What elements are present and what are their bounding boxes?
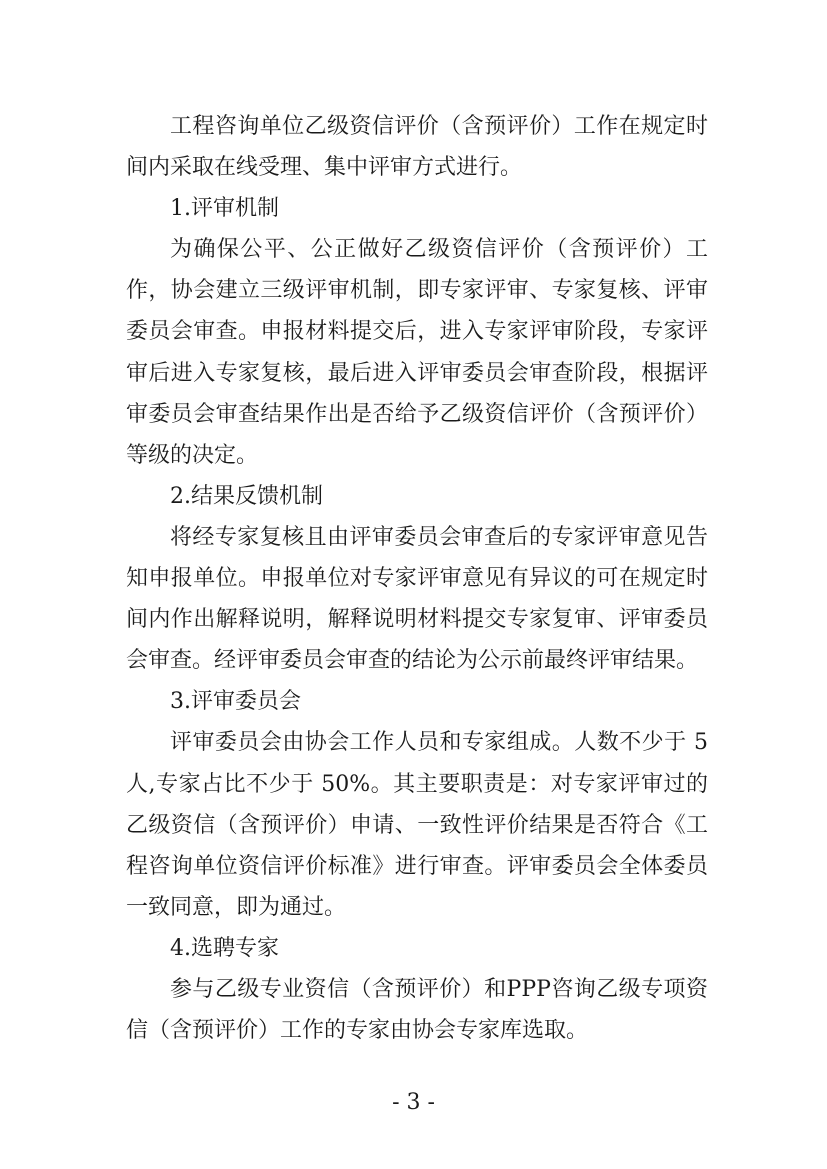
- intro-paragraph: 工程咨询单位乙级资信评价（含预评价）工作在规定时间内采取在线受理、集中评审方式进行。: [126, 114, 708, 181]
- expert-selection-paragraph: 参与乙级专业资信（含预评价）和PPP咨询乙级专项资信（含预评价）工作的专家由协会专家库选取。: [126, 976, 708, 1044]
- review-mechanism-paragraph: 为确保公平、公正做好乙级资信评价（含预评价）工作，协会建立三级评审机制，即专家评审、专家复核、评审委员会审查。申报材料提交后，进入专家评审阶段，专家评审后进入专家复核，最后进入评审委员会审查阶段，根据评审委员会审查结果作出是否给予乙级资信评价（含预评价）等级的决定。: [126, 237, 708, 468]
- page-number: - 3 -: [392, 1090, 435, 1115]
- review-committee-paragraph: 评审委员会由协会工作人员和专家组成。人数不少于 5人,专家占比不少于 50%。其主要职责是：对专家评审过的乙级资信（含预评价）申请、一致性评价结果是否符合《工程咨询单位资信评价标准》进行审查。评审委员会全体委员一致同意，即为通过。: [126, 730, 708, 920]
- document-body: [126, 106, 708, 1051]
- section-heading-expert-selection: 4.选聘专家: [170, 935, 279, 961]
- section-heading-review-committee: 3.评审委员会: [170, 689, 301, 715]
- section-heading-feedback-mechanism: 2.结果反馈机制: [170, 483, 323, 509]
- section-heading-review-mechanism: 1.评审机制: [170, 196, 279, 222]
- feedback-mechanism-paragraph: 将经专家复核且由评审委员会审查后的专家评审意见告知申报单位。申报单位对专家评审意见有异议的可在规定时间内作出解释说明，解释说明材料提交专家复审、评审委员会审查。经评审委员会审查的结论为公示前最终评审结果。: [126, 524, 708, 674]
